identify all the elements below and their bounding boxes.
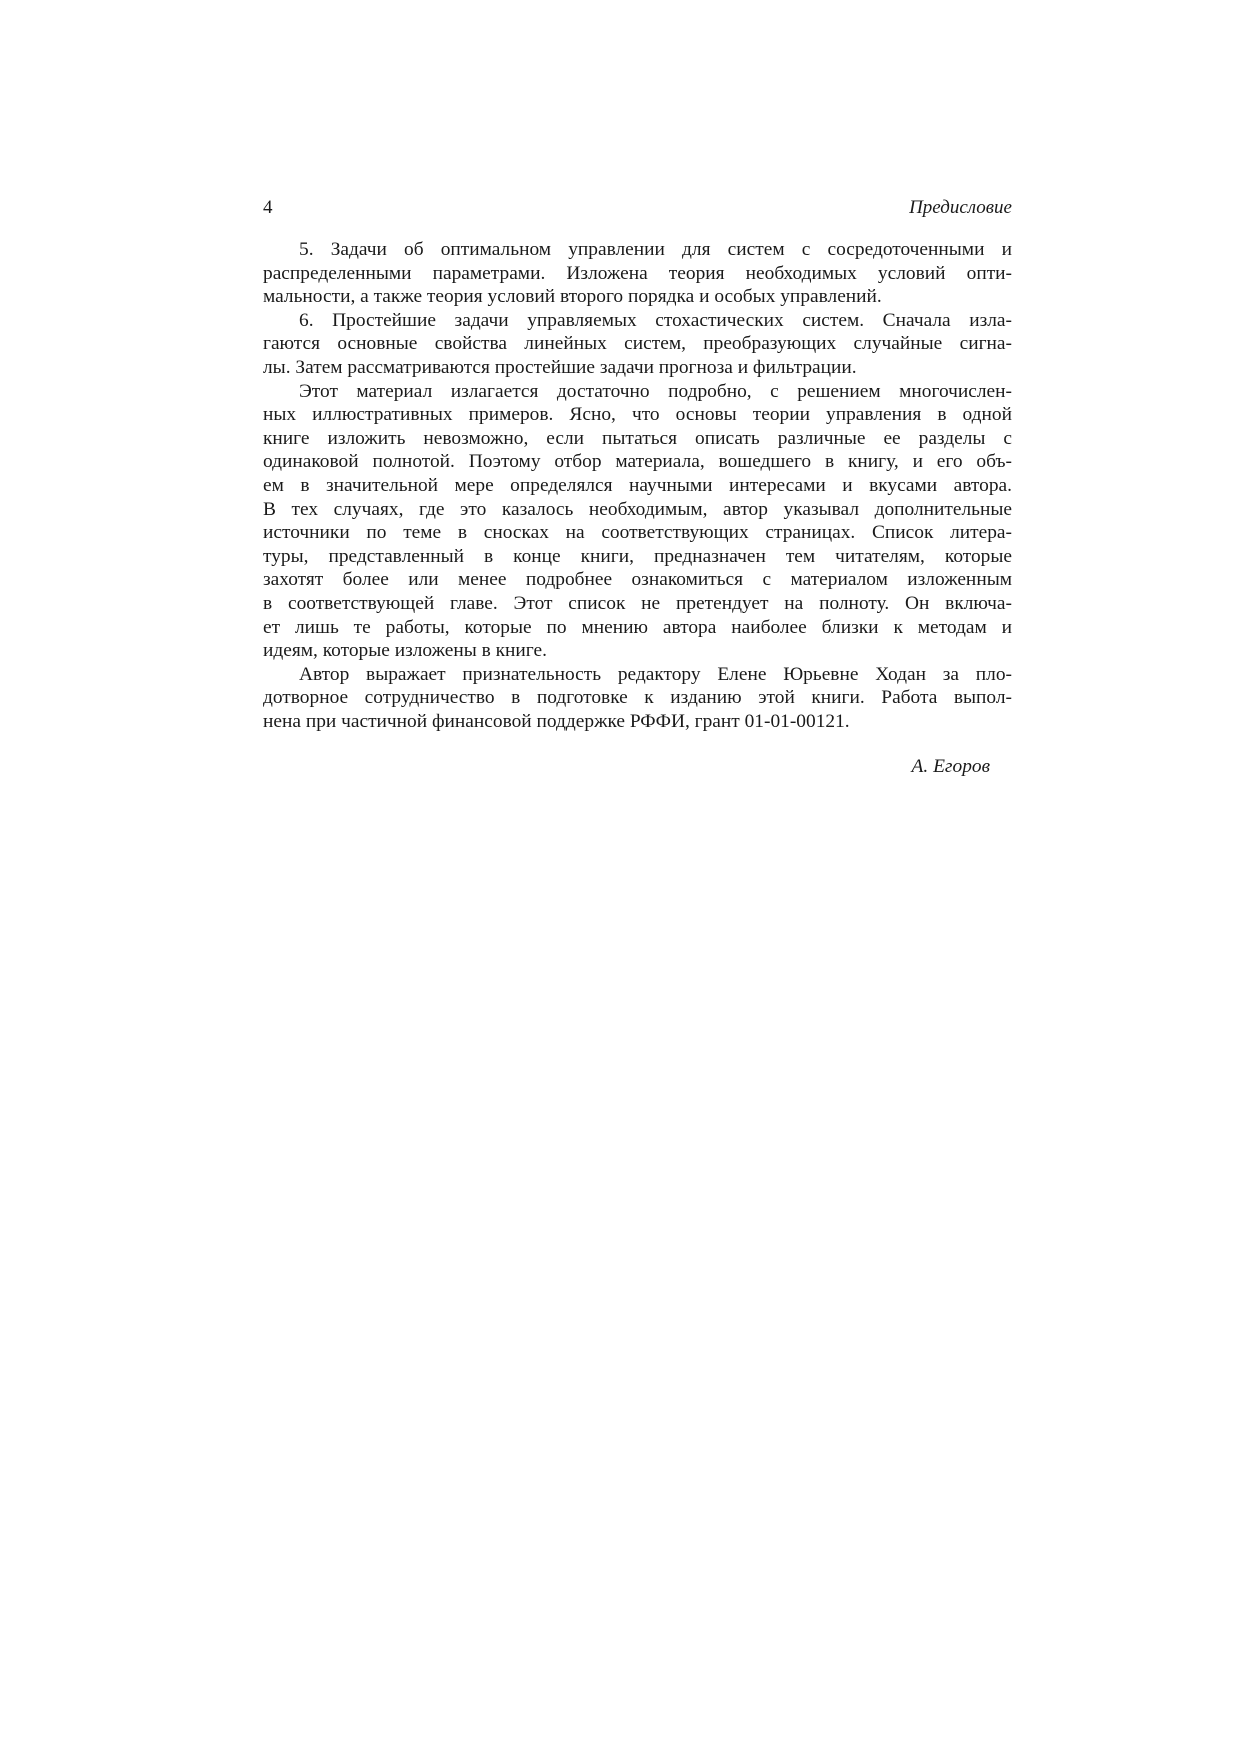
- paragraph-stochastic-systems: [263, 309, 1012, 380]
- text-line: распределенными параметрами. Изложена теория необходимых условий опти-: [263, 262, 1012, 284]
- text-line: книге изложить невозможно, если пытаться описать различные ее разделы с: [263, 427, 1012, 449]
- text-line: ет лишь те работы, которые по мнению автора наиболее близки к методам и: [263, 616, 1012, 638]
- text-line: идеям, которые изложены в книге.: [263, 640, 547, 662]
- page-number: 4: [263, 197, 273, 218]
- author-signature: А. Егоров: [911, 756, 990, 778]
- paragraph-acknowledgements: [263, 663, 1012, 734]
- text-line: ем в значительной мере определялся научными интересами и вкусами автора.: [263, 474, 1012, 496]
- text-line: 6. Простейшие задачи управляемых стохастических систем. Сначала изла-: [299, 309, 1012, 331]
- book-page: [263, 194, 1012, 779]
- paragraph-optimal-control: [263, 238, 1012, 309]
- text-line: 5. Задачи об оптимальном управлении для систем с сосредоточенными и: [299, 239, 1012, 260]
- text-line: Автор выражает признательность редактору Елене Юрьевне Ходан за пло-: [299, 663, 1012, 685]
- text-line: мальности, а также теория условий второго порядка и особых управлений.: [263, 286, 882, 308]
- text-line: в соответствующей главе. Этот список не претендует на полноту. Он включа-: [263, 592, 1012, 614]
- text-line: В тех случаях, где это казалось необходимым, автор указывал дополнительные: [263, 498, 1012, 520]
- preface-body: [263, 238, 1012, 733]
- paragraph-material-scope: [263, 380, 1012, 663]
- text-line: нена при частичной финансовой поддержке РФФИ, грант 01-01-00121.: [263, 710, 850, 732]
- running-title: Предисловие: [909, 197, 1012, 218]
- text-line: лы. Затем рассматриваются простейшие задачи прогноза и фильтрации.: [263, 356, 857, 378]
- text-line: одинаковой полнотой. Поэтому отбор материала, вошедшего в книгу, и его объ-: [263, 451, 1012, 473]
- text-line: туры, представленный в конце книги, предназначен тем читателям, которые: [263, 545, 1012, 567]
- text-line: захотят более или менее подробнее ознакомиться с материалом изложенным: [263, 569, 1012, 591]
- text-line: гаются основные свойства линейных систем, преобразующих случайные сигна-: [263, 333, 1012, 355]
- text-line: источники по теме в сносках на соответствующих страницах. Список литера-: [263, 522, 1012, 544]
- text-line: Этот материал излагается достаточно подробно, с решением многочислен-: [299, 380, 1012, 402]
- running-head: [263, 194, 1012, 222]
- text-line: дотворное сотрудничество в подготовке к изданию этой книги. Работа выпол-: [263, 687, 1012, 709]
- text-line: ных иллюстративных примеров. Ясно, что основы теории управления в одной: [263, 404, 1012, 426]
